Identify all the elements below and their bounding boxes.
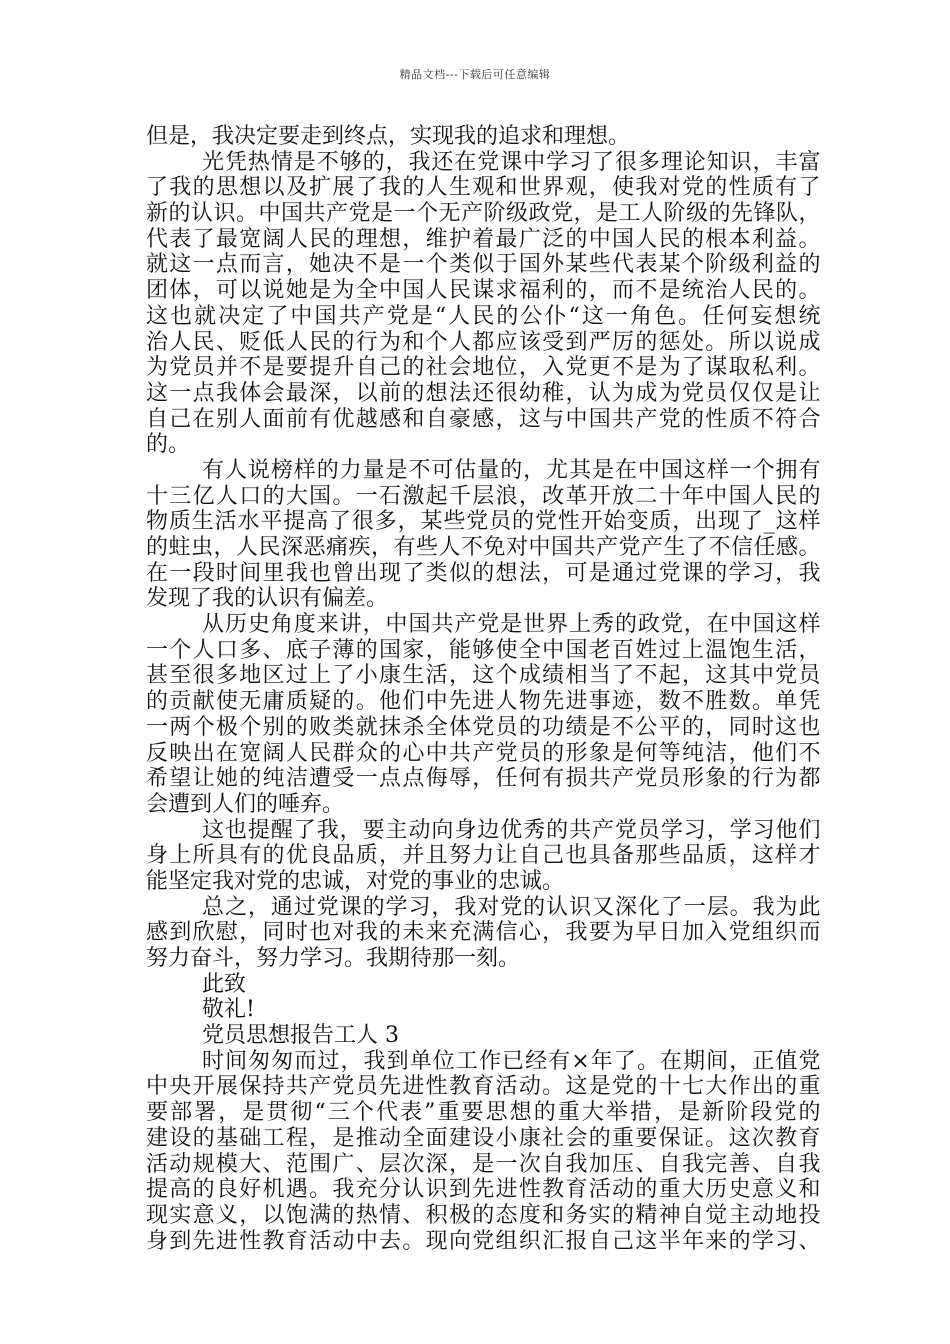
text-line: 就这一点而言，她决不是一个类似于国外某些代表某个阶级利益的 <box>146 252 820 278</box>
text-line: 敬礼! <box>202 997 255 1023</box>
text-line: 现实意义，以饱满的热情、积极的态度和务实的精神自觉主动地投 <box>146 1202 820 1228</box>
text-line: 身上所具有的优良品质，并且努力让自己也具备那些品质，这样才 <box>146 843 820 869</box>
text-line: 了我的思想以及扩展了我的人生观和世界观，使我对党的性质有了 <box>146 175 820 201</box>
text-line: 这一点我体会最深，以前的想法还很幼稚，认为成为党员仅仅是让 <box>146 380 820 406</box>
text-line: 的贡献使无庸质疑的。他们中先进人物先进事迹，数不胜数。单凭 <box>146 689 820 715</box>
text-line: 希望让她的纯洁遭受一点点侮辱，任何有损共产党员形象的行为都 <box>146 766 820 792</box>
text-line: 一两个极个别的败类就抹杀全体党员的功绩是不公平的，同时这也 <box>146 714 820 740</box>
text-line: 反映出在宽阔人民群众的心中共产党员的形象是何等纯洁，他们不 <box>146 740 820 766</box>
text-line: 会遭到人们的唾弃。 <box>146 791 345 817</box>
text-line: 有人说榜样的力量是不可估量的，尤其是在中国这样一个拥有 <box>202 457 820 483</box>
text-line: 为党员并不是要提升自己的社会地位，入党更不是为了谋取私利。 <box>146 355 820 381</box>
text-line: 能坚定我对党的忠诚，对党的事业的忠诚。 <box>146 868 565 894</box>
text-line: 在一段时间里我也曾出现了类似的想法，可是通过党课的学习，我 <box>146 560 820 586</box>
text-line: 一个人口多、底子薄的国家，能够使全中国老百姓过上温饱生活， <box>146 637 820 663</box>
text-line: 治人民、贬低人民的行为和个人都应该受到严厉的惩处。所以说成 <box>146 329 820 355</box>
text-line: 自己在别人面前有优越感和自豪感，这与中国共产党的性质不符合 <box>146 406 820 432</box>
document-body <box>146 124 820 1254</box>
text-line: 努力奋斗，努力学习。我期待那一刻。 <box>146 946 521 971</box>
text-line: 此致 <box>202 971 247 997</box>
text-line: 提高的良好机遇。我充分认识到先进性教育活动的重大历史意义和 <box>146 1177 820 1203</box>
text-line: 代表了最宽阔人民的理想，维护着最广泛的中国人民的根本利益。 <box>146 226 820 252</box>
text-line: 建设的基础工程，是推动全面建设小康社会的重要保证。这次教育 <box>146 1125 820 1151</box>
text-line: 总之，通过党课的学习，我对党的认识又深化了一层。我为此 <box>202 894 820 920</box>
text-line: 从历史角度来讲，中国共产党是世界上秀的政党，在中国这样 <box>202 612 820 638</box>
text-line: 身到先进性教育活动中去。现向党组织汇报自己这半年来的学习、 <box>146 1228 820 1254</box>
page-header: 精品文档---下载后可任意编辑 <box>399 68 551 81</box>
text-line: 甚至很多地区过上了小康生活，这个成绩相当了不起，这其中党员 <box>146 663 820 689</box>
text-line: 活动规模大、范围广、层次深，是一次自我加压、自我完善、自我 <box>146 1151 820 1177</box>
text-line: 发现了我的认识有偏差。 <box>146 586 389 612</box>
text-line: 的。 <box>146 432 191 458</box>
text-line: 这也提醒了我，要主动向身边优秀的共产党员学习，学习他们 <box>202 817 820 843</box>
text-line: 党员思想报告工人 3 <box>202 1023 399 1049</box>
text-line: 的蛀虫，人民深恶痛疾，有些人不免对中国共产党产生了不信任感。 <box>146 535 820 560</box>
text-line: 中央开展保持共产党员先进性教育活动。这是党的十七大作出的重 <box>146 1074 820 1100</box>
text-line: 时间匆匆而过，我到单位工作已经有×年了。在期间，正值党 <box>202 1048 820 1074</box>
text-line: 但是，我决定要走到终点，实现我的追求和理想。 <box>146 124 631 149</box>
text-line: 感到欣慰，同时也对我的未来充满信心，我要为早日加入党组织而 <box>146 920 820 946</box>
text-line: 要部署，是贯彻“三个代表”重要思想的重大举措，是新阶段党的 <box>146 1100 820 1126</box>
text-line: 团体，可以说她是为全中国人民谋求福利的，而不是统治人民的。 <box>146 278 820 304</box>
text-line: 新的认识。中国共产党是一个无产阶级政党，是工人阶级的先锋队， <box>146 201 820 227</box>
text-line: 十三亿人口的大国。一石激起千层浪，改革开放二十年中国人民的 <box>146 483 820 509</box>
text-line: 物质生活水平提高了很多，某些党员的党性开始变质，出现了_这样 <box>146 509 820 535</box>
text-line: 光凭热情是不够的，我还在党课中学习了很多理论知识，丰富 <box>202 149 820 175</box>
text-line: 这也就决定了中国共产党是“人民的公仆“这一角色。任何妄想统 <box>146 303 820 329</box>
